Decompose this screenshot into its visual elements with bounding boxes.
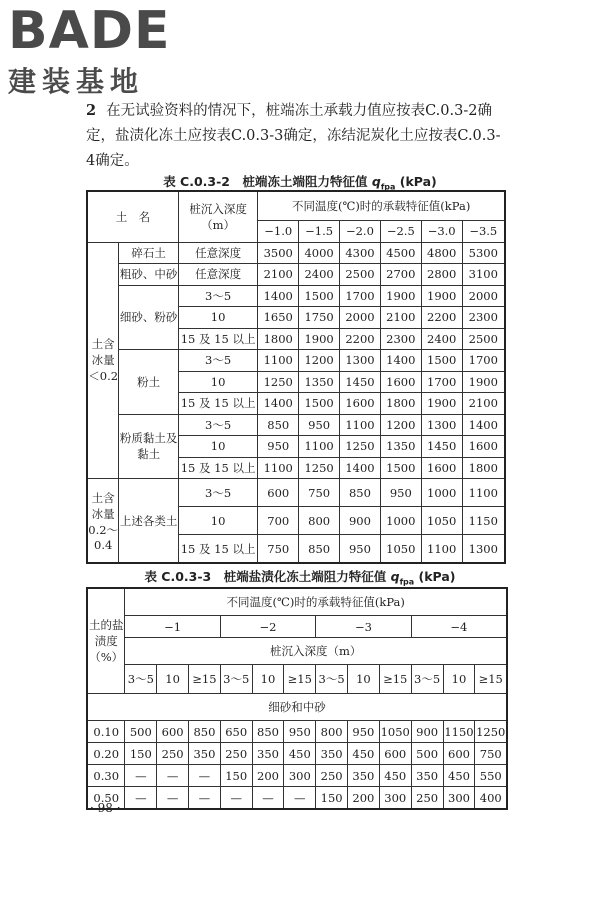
t3-depth: ≥15 xyxy=(379,665,411,694)
paragraph-number: 2 xyxy=(86,102,97,119)
t3-cell: 450 xyxy=(379,765,411,787)
t3-cell: 350 xyxy=(189,743,221,765)
t2-cell: 2400 xyxy=(299,264,340,286)
t2-cell: 2100 xyxy=(258,264,299,286)
t2-cell: 1500 xyxy=(380,457,421,479)
t2-cell: 2000 xyxy=(462,285,505,307)
t2-cell: 2500 xyxy=(462,328,505,350)
t2-cell: 1200 xyxy=(380,414,421,436)
t2-cell: 2000 xyxy=(340,307,381,329)
t2-header-depth: 桩沉入深度（m） xyxy=(178,191,257,242)
t2-cell: 950 xyxy=(299,414,340,436)
table3 xyxy=(86,587,508,810)
t3-cell: — xyxy=(157,787,189,810)
t3-salinity: 0.20 xyxy=(87,743,125,765)
t2-cell: 1100 xyxy=(258,457,299,479)
t3-cell: 600 xyxy=(157,721,189,743)
t2-cell: 1100 xyxy=(299,436,340,458)
t2-depth: 3～5 xyxy=(178,414,257,436)
t2-cell: 3100 xyxy=(462,264,505,286)
t2-soil: 碎石土 xyxy=(119,242,179,264)
t3-cell: 350 xyxy=(316,743,348,765)
t2-cell: 750 xyxy=(299,479,340,507)
t2-cell: 1900 xyxy=(421,393,462,415)
t2-cell: 1100 xyxy=(421,535,462,564)
t3-cell: 150 xyxy=(125,743,157,765)
t2-temp: −3.5 xyxy=(462,221,505,243)
t2-depth: 15 及 15 以上 xyxy=(178,457,257,479)
t2-cell: 1600 xyxy=(462,436,505,458)
t2-temp: −1.0 xyxy=(258,221,299,243)
t2-cell: 1100 xyxy=(340,414,381,436)
table2-caption-symbol: q xyxy=(371,174,381,189)
t3-cell: 300 xyxy=(284,765,316,787)
t2-depth: 3～5 xyxy=(178,350,257,372)
t3-cell: 500 xyxy=(125,721,157,743)
t3-cell: — xyxy=(220,787,252,810)
t2-depth: 10 xyxy=(178,307,257,329)
t2-cell: 4500 xyxy=(380,242,421,264)
t3-depth: 3～5 xyxy=(125,665,157,694)
table2 xyxy=(86,190,506,564)
t2-cell: 2100 xyxy=(462,393,505,415)
t3-temp: −2 xyxy=(220,616,315,638)
t3-salinity: 0.50 xyxy=(87,787,125,810)
t2-cell: 2200 xyxy=(421,307,462,329)
t2-cell: 1900 xyxy=(380,285,421,307)
t2-cell: 2100 xyxy=(380,307,421,329)
t3-cell: — xyxy=(252,787,284,810)
t3-section: 细砂和中砂 xyxy=(87,694,507,721)
t3-depth: 10 xyxy=(252,665,284,694)
t2-cell: 1250 xyxy=(299,457,340,479)
t2-cell: 3500 xyxy=(258,242,299,264)
t3-cell: 750 xyxy=(475,743,507,765)
t2-soil: 粉质黏土及黏土 xyxy=(119,414,179,479)
table3-caption-prefix: 表 C.0.3-3 桩端盐渍化冻土端阻力特征值 xyxy=(144,569,391,584)
t2-cell: 700 xyxy=(258,507,299,535)
t3-cell: 600 xyxy=(379,743,411,765)
t2-cell: 2300 xyxy=(462,307,505,329)
t3-header-temp-group: 不同温度(℃)时的承载特征值(kPa) xyxy=(125,588,507,616)
t2-cell: 1100 xyxy=(258,350,299,372)
t2-depth: 任意深度 xyxy=(178,242,257,264)
t3-cell: 250 xyxy=(411,787,443,810)
t3-cell: 600 xyxy=(443,743,475,765)
t2-temp: −2.0 xyxy=(340,221,381,243)
t2-cell: 1650 xyxy=(258,307,299,329)
t2-cell: 950 xyxy=(380,479,421,507)
t3-cell: — xyxy=(125,765,157,787)
t2-soil: 粉土 xyxy=(119,350,179,415)
t3-depth: ≥15 xyxy=(475,665,507,694)
t3-cell: 400 xyxy=(475,787,507,810)
t2-cell: 1300 xyxy=(462,535,505,564)
t3-depth: 10 xyxy=(157,665,189,694)
t3-cell: 500 xyxy=(411,743,443,765)
t2-cell: 5300 xyxy=(462,242,505,264)
t2-cell: 1700 xyxy=(462,350,505,372)
t2-cell: 1150 xyxy=(462,507,505,535)
t2-cell: 1400 xyxy=(462,414,505,436)
t3-header-salinity: 土的盐渍度（%） xyxy=(87,588,125,694)
t2-depth: 10 xyxy=(178,436,257,458)
t2-cell: 1700 xyxy=(340,285,381,307)
t2-soil: 细砂、粉砂 xyxy=(119,285,179,350)
t3-cell: — xyxy=(189,765,221,787)
t2-cell: 800 xyxy=(299,507,340,535)
t3-cell: 350 xyxy=(411,765,443,787)
t3-cell: 350 xyxy=(252,743,284,765)
t3-cell: 850 xyxy=(189,721,221,743)
t2-cell: 1350 xyxy=(299,371,340,393)
t2-cell: 1500 xyxy=(299,285,340,307)
table3-caption-sub: fpa xyxy=(399,577,415,587)
t3-cell: 200 xyxy=(252,765,284,787)
t3-cell: 300 xyxy=(379,787,411,810)
t2-cell: 4800 xyxy=(421,242,462,264)
t3-cell: 800 xyxy=(316,721,348,743)
brand-logo-sub: 建装基地 xyxy=(8,65,145,98)
t2-cell: 2700 xyxy=(380,264,421,286)
t2-group2-label: 土含冰量0.2～0.4 xyxy=(87,479,119,564)
t2-cell: 950 xyxy=(340,535,381,564)
t2-group1-label: 土含冰量＜0.2 xyxy=(87,242,119,479)
t2-cell: 950 xyxy=(258,436,299,458)
t2-cell: 1800 xyxy=(462,457,505,479)
t2-cell: 1050 xyxy=(421,507,462,535)
t2-cell: 1800 xyxy=(380,393,421,415)
t2-cell: 4300 xyxy=(340,242,381,264)
t2-cell: 1900 xyxy=(299,328,340,350)
t3-cell: 350 xyxy=(348,765,380,787)
t2-cell: 1900 xyxy=(462,371,505,393)
t2-cell: 1600 xyxy=(380,371,421,393)
t3-depth: 3～5 xyxy=(220,665,252,694)
t3-cell: 250 xyxy=(316,765,348,787)
table2-caption-unit: (kPa) xyxy=(395,174,437,189)
table3-caption-symbol: q xyxy=(390,569,400,584)
t2-cell: 1250 xyxy=(340,436,381,458)
paragraph-text: 在无试验资料的情况下，桩端冻土承载力值应按表C.0.3-2确定，盐渍化冻土应按表C.0.3-3确定，冻结泥炭化土应按表C.0.3-4确定。 xyxy=(86,103,501,169)
t3-cell: 650 xyxy=(220,721,252,743)
t2-cell: 1050 xyxy=(380,535,421,564)
t2-cell: 900 xyxy=(340,507,381,535)
t3-cell: 900 xyxy=(411,721,443,743)
t2-temp: −1.5 xyxy=(299,221,340,243)
t2-cell: 850 xyxy=(299,535,340,564)
t2-depth: 10 xyxy=(178,371,257,393)
t2-soil: 上述各类土 xyxy=(119,479,179,564)
t2-cell: 850 xyxy=(340,479,381,507)
t2-cell: 1000 xyxy=(380,507,421,535)
t2-cell: 1400 xyxy=(380,350,421,372)
t3-salinity: 0.10 xyxy=(87,721,125,743)
t2-cell: 1900 xyxy=(421,285,462,307)
t3-cell: 450 xyxy=(284,743,316,765)
t2-cell: 1400 xyxy=(258,393,299,415)
t3-cell: 550 xyxy=(475,765,507,787)
t3-cell: 150 xyxy=(220,765,252,787)
t2-cell: 2500 xyxy=(340,264,381,286)
t3-cell: — xyxy=(157,765,189,787)
t2-cell: 1700 xyxy=(421,371,462,393)
t3-cell: 850 xyxy=(252,721,284,743)
t3-depth: ≥15 xyxy=(189,665,221,694)
t3-cell: 300 xyxy=(443,787,475,810)
page-number: · 98 · xyxy=(90,801,121,815)
t3-cell: 450 xyxy=(348,743,380,765)
t2-cell: 750 xyxy=(258,535,299,564)
t3-cell: 450 xyxy=(443,765,475,787)
t2-cell: 1250 xyxy=(258,371,299,393)
t3-cell: — xyxy=(189,787,221,810)
table2-caption-sub: fpa xyxy=(380,182,396,192)
t2-cell: 2300 xyxy=(380,328,421,350)
t2-cell: 1400 xyxy=(340,457,381,479)
table2-caption xyxy=(0,172,600,192)
t2-depth: 15 及 15 以上 xyxy=(178,393,257,415)
t3-cell: 150 xyxy=(316,787,348,810)
t2-temp: −2.5 xyxy=(380,221,421,243)
t2-soil: 粗砂、中砂 xyxy=(119,264,179,286)
t2-depth: 10 xyxy=(178,507,257,535)
t2-cell: 1300 xyxy=(340,350,381,372)
t2-depth: 3～5 xyxy=(178,285,257,307)
t2-cell: 1100 xyxy=(462,479,505,507)
t3-cell: 1150 xyxy=(443,721,475,743)
t2-cell: 1400 xyxy=(258,285,299,307)
t2-cell: 1000 xyxy=(421,479,462,507)
t2-cell: 1500 xyxy=(421,350,462,372)
t2-depth: 15 及 15 以上 xyxy=(178,535,257,564)
t3-cell: 200 xyxy=(348,787,380,810)
t2-depth: 3～5 xyxy=(178,479,257,507)
t2-cell: 1200 xyxy=(299,350,340,372)
t3-temp: −3 xyxy=(316,616,412,638)
t2-cell: 1500 xyxy=(299,393,340,415)
t3-cell: 950 xyxy=(348,721,380,743)
t3-depth: ≥15 xyxy=(284,665,316,694)
table3-caption-unit: (kPa) xyxy=(414,569,456,584)
t3-depth: 3～5 xyxy=(411,665,443,694)
t2-cell: 4000 xyxy=(299,242,340,264)
t3-depth: 3～5 xyxy=(316,665,348,694)
body-paragraph xyxy=(86,98,506,174)
t3-cell: 250 xyxy=(157,743,189,765)
t2-depth: 15 及 15 以上 xyxy=(178,328,257,350)
t3-cell: — xyxy=(125,787,157,810)
t3-cell: 1050 xyxy=(379,721,411,743)
t3-cell: 1250 xyxy=(475,721,507,743)
t2-cell: 850 xyxy=(258,414,299,436)
t2-cell: 1450 xyxy=(340,371,381,393)
t2-cell: 1800 xyxy=(258,328,299,350)
t2-cell: 2200 xyxy=(340,328,381,350)
t2-cell: 600 xyxy=(258,479,299,507)
table2-caption-prefix: 表 C.0.3-2 桩端冻土端阻力特征值 xyxy=(163,174,372,189)
t3-salinity: 0.30 xyxy=(87,765,125,787)
t2-cell: 1600 xyxy=(340,393,381,415)
t3-depth: 10 xyxy=(443,665,475,694)
t2-header-temp-group: 不同温度(℃)时的承载特征值(kPa) xyxy=(258,191,505,221)
t3-temp: −4 xyxy=(411,616,507,638)
t3-cell: 950 xyxy=(284,721,316,743)
table3-caption xyxy=(0,567,600,587)
t3-cell: — xyxy=(284,787,316,810)
t3-depth-label: 桩沉入深度（m） xyxy=(125,638,507,665)
t2-header-soil: 土 名 xyxy=(87,191,178,242)
t2-cell: 1300 xyxy=(421,414,462,436)
t2-cell: 1750 xyxy=(299,307,340,329)
brand-logo-main: BADE xyxy=(8,1,171,61)
t3-temp: −1 xyxy=(125,616,220,638)
t2-depth: 任意深度 xyxy=(178,264,257,286)
t3-cell: 250 xyxy=(220,743,252,765)
t2-cell: 2800 xyxy=(421,264,462,286)
t2-cell: 2400 xyxy=(421,328,462,350)
t2-temp: −3.0 xyxy=(421,221,462,243)
t3-depth: 10 xyxy=(348,665,380,694)
t2-cell: 1450 xyxy=(421,436,462,458)
t2-cell: 1600 xyxy=(421,457,462,479)
t2-cell: 1350 xyxy=(380,436,421,458)
brand-logo xyxy=(8,1,171,100)
